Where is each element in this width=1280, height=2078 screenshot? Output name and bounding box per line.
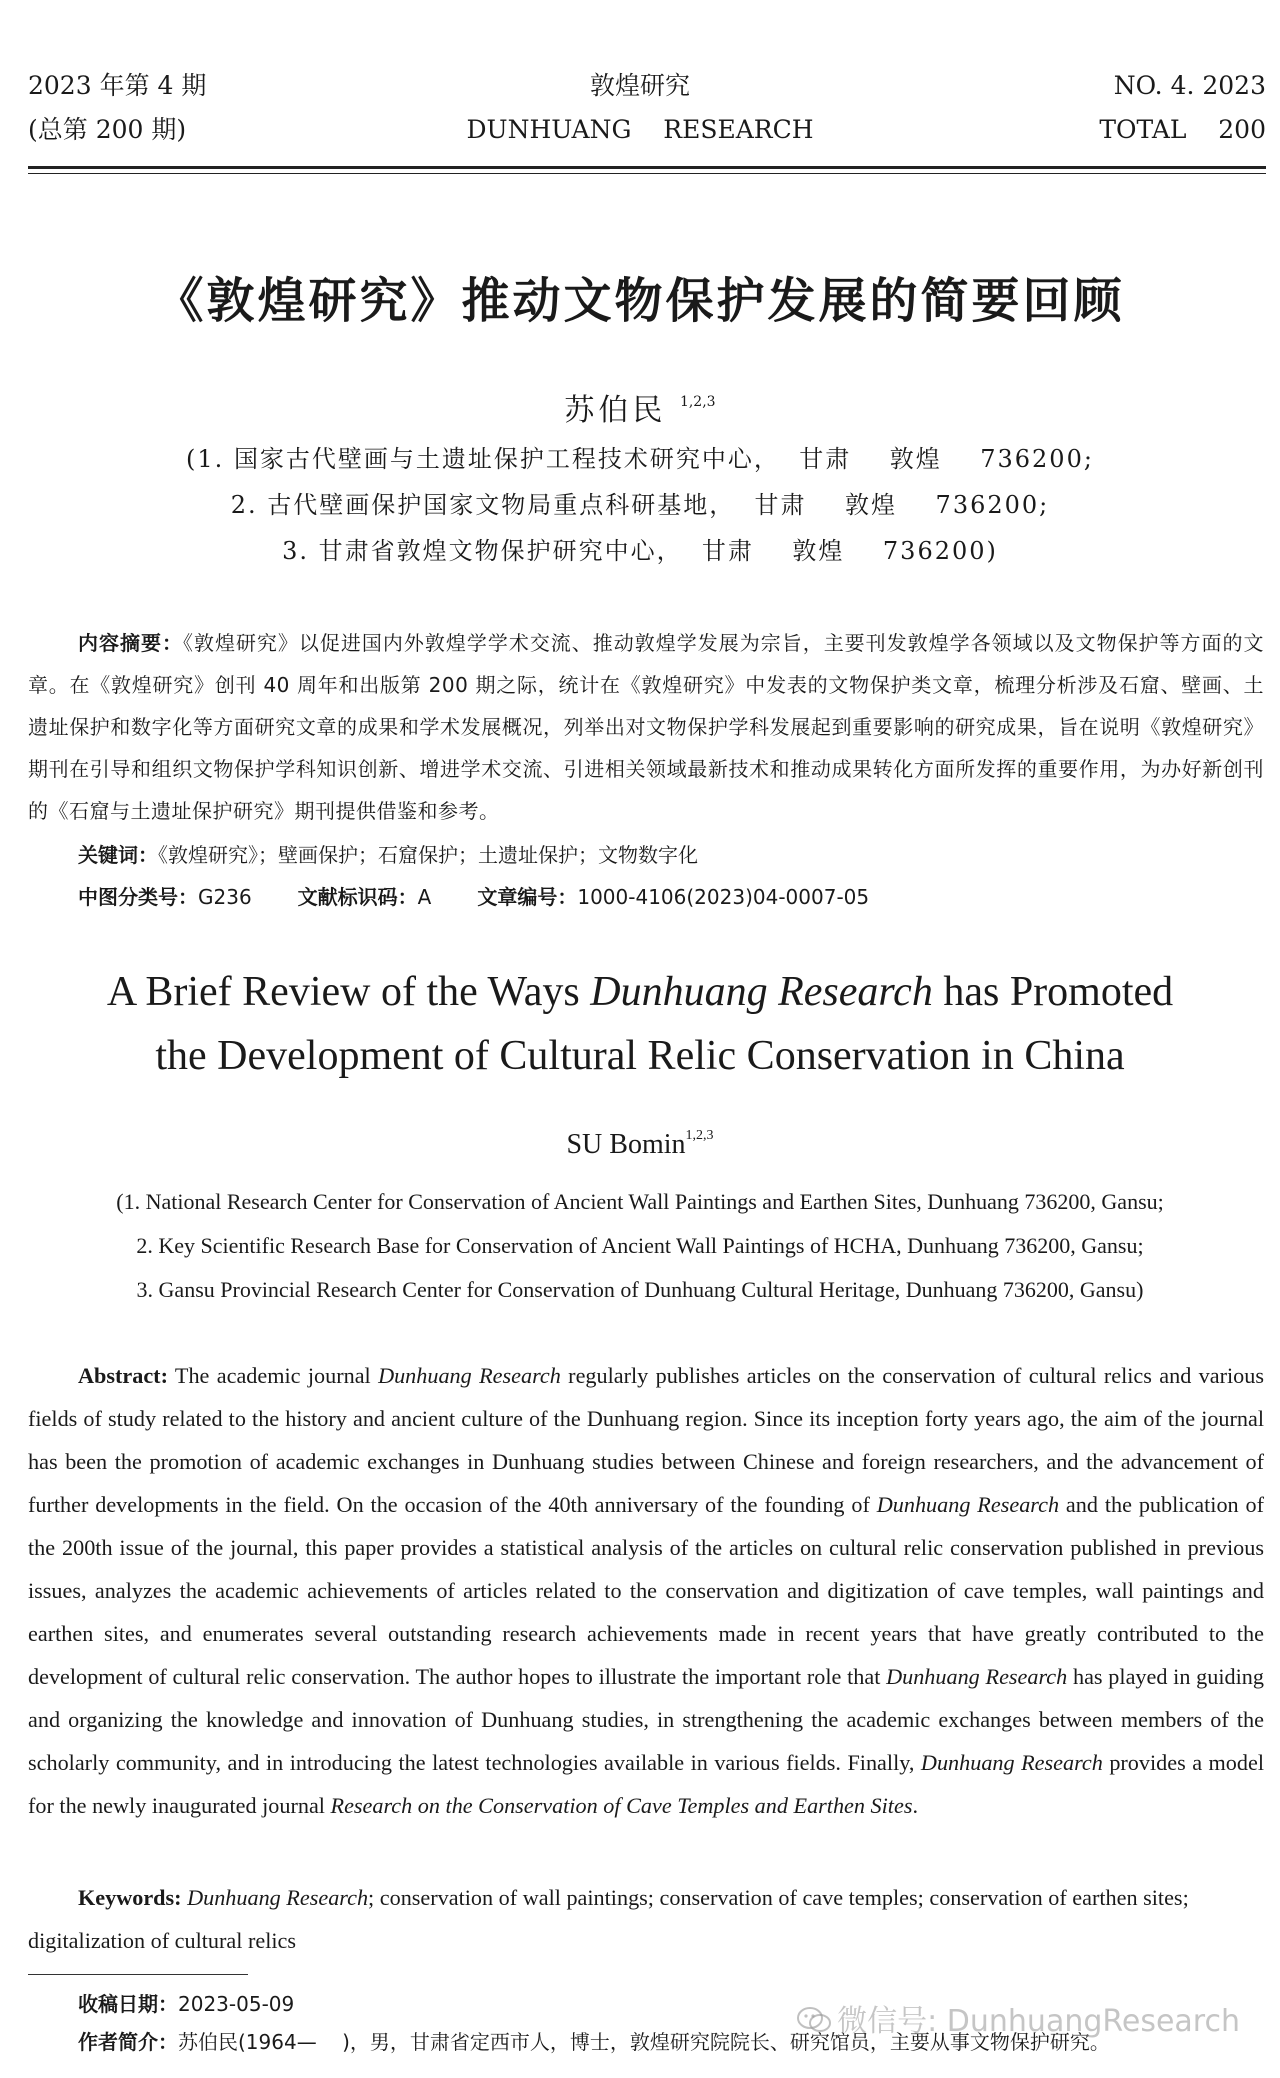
author-en-affiliation-marks: 1,2,3 <box>685 1128 714 1143</box>
author-cn-name: 苏伯民 <box>564 393 667 428</box>
affiliation-cn-1: (1. 国家古代壁画与土遗址保护工程技术研究中心， 甘肃 敦煌 736200; <box>186 445 1094 473</box>
abstract-en-text-1: The academic journal <box>167 1363 379 1388</box>
abstract-en-italic-5: Research on the Conservation of Cave Temples and Earthen Sites <box>330 1793 913 1818</box>
keywords-en-italic: Dunhuang Research <box>187 1885 369 1910</box>
header-journal-name-cn: 敦煌研究 <box>589 71 690 100</box>
author-en <box>0 1128 1280 1161</box>
wechat-watermark <box>797 1996 1240 2040</box>
title-en-journal-name: Dunhuang Research <box>590 969 933 1015</box>
abstract-en <box>28 1354 1264 1827</box>
abstract-en-text-5: provides a model for the newly inaugurated journal <box>28 1750 1264 1818</box>
header-issue-number: 2023 年第 4 期 <box>28 71 207 100</box>
abstract-cn-text: 《敦煌研究》以促进国内外敦煌学学术交流、推动敦煌学发展为宗旨，主要刊发敦煌学各领域以及文物保护等方面的文章。在《敦煌研究》创刊 40 周年和出版第 200 期之际，统计在《敦煌研究》中发表的文物保护类文章，梳理分析涉及石窟、壁画、土遗址保护和数字化等方面研究文章的成果和学术发展概况，列举出对文物保护学科发展起到重要影响的研究成果，旨在说明《敦煌研究》期刊在引导和组织文物保护学科知识创新、增进学术交流、引进相关领域最新技术和推动成果转化方面所发挥的重要作用，为办好新创刊的《石窟与土遗址保护研究》期刊提供借鉴和参考。 <box>28 631 1265 823</box>
received-date-label: 收稿日期： <box>78 1992 178 2016</box>
author-cn <box>0 385 1280 429</box>
doc-code-label: 文献标识码： <box>297 885 418 909</box>
header-rule-thin <box>28 173 1266 174</box>
abstract-en-label: Abstract: <box>78 1363 168 1388</box>
wechat-icon <box>797 2007 831 2033</box>
affiliation-cn-2: 2. 古代壁画保护国家文物局重点科研基地， 甘肃 敦煌 736200; <box>230 491 1050 519</box>
clc-value: G236 <box>198 885 252 909</box>
keywords-cn-label: 关键词： <box>78 843 158 867</box>
author-cn-affiliation-marks: 1,2,3 <box>679 394 716 410</box>
clc-label: 中图分类号： <box>78 885 198 909</box>
affiliation-en-3: 3. Gansu Provincial Research Center for Conservation of Dunhuang Cultural Heritage, Dunhuang 736200, Gansu) <box>136 1277 1144 1302</box>
classification-line <box>78 876 1258 918</box>
article-number-value: 1000-4106(2023)04-0007-05 <box>577 885 870 909</box>
header-total-issue: (总第 200 期) <box>28 115 187 144</box>
received-date-value: 2023-05-09 <box>178 1992 295 2016</box>
title-en-part-2: has Promoted <box>932 969 1174 1015</box>
affiliations-cn <box>0 436 1280 574</box>
title-cn: 《敦煌研究》推动文物保护发展的简要回顾 <box>155 273 1125 329</box>
abstract-en-text-4: has played in guiding and organizing the knowledge and innovation of Dunhuang studies, in strengthening the academic exchanges between members of the scholarly community, and in introducing the latest technologies available in various fields. Finally, <box>28 1664 1264 1775</box>
keywords-en <box>28 1876 1264 1962</box>
title-en-line-2: the Development of Cultural Relic Conservation in China <box>155 1033 1125 1079</box>
abstract-en-text-3: and the publication of the 200th issue of the journal, this paper provides a statistical analysis of the articles on cultural relic conservation published in previous issues, analyzes the academic achievements of articles related to the conservation and digitization of cave temples, wall paintings and earthen sites, and enumerates several outstanding research achievements made in recent years that have greatly contributed to the development of cultural relic conservation. The author hopes to illustrate the important role that <box>28 1492 1264 1689</box>
keywords-en-text: ; conservation of wall paintings; conservation of cave temples; conservation of earthen sites; digitalization of cultural relics <box>28 1885 1189 1953</box>
header-issue-number-en: NO. 4. 2023 <box>1113 71 1266 100</box>
doc-code-value: A <box>417 885 432 909</box>
affiliations-en <box>0 1180 1280 1312</box>
keywords-cn <box>78 834 1258 876</box>
keywords-en-label: Keywords: <box>78 1885 182 1910</box>
affiliation-en-1: (1. National Research Center for Conservation of Ancient Wall Paintings and Earthen Sites, Dunhuang 736200, Gansu; <box>116 1189 1164 1214</box>
abstract-cn <box>28 622 1264 832</box>
title-en-part-1: A Brief Review of the Ways <box>106 969 591 1015</box>
watermark-text: 微信号: DunhuangResearch <box>837 2004 1240 2039</box>
author-bio-label: 作者简介： <box>78 2030 178 2054</box>
title-en-line-1 <box>0 960 1280 1024</box>
footnote-rule <box>28 1974 248 1975</box>
abstract-en-text-6: . <box>912 1793 918 1818</box>
abstract-en-italic-3: Dunhuang Research <box>886 1664 1068 1689</box>
header-journal-name <box>0 64 1280 152</box>
article-number-label: 文章编号： <box>477 885 578 909</box>
abstract-en-italic-1: Dunhuang Research <box>378 1363 561 1388</box>
abstract-en-italic-2: Dunhuang Research <box>876 1492 1060 1517</box>
header-journal-name-en: DUNHUANG RESEARCH <box>466 115 814 144</box>
keywords-cn-text: 《敦煌研究》；壁画保护；石窟保护；土遗址保护；文物数字化 <box>158 843 698 867</box>
title-en <box>0 960 1280 1088</box>
author-en-name: SU Bomin <box>566 1129 686 1160</box>
header-total-en: TOTAL 200 <box>1099 115 1266 144</box>
header-rule-thick <box>28 166 1266 169</box>
abstract-cn-label: 内容摘要： <box>78 631 183 655</box>
author-bio-value: 苏伯民(1964— )，男，甘肃省定西市人，博士，敦煌研究院院长、研究馆员，主要从事文物保护研究。 <box>178 2030 1110 2054</box>
affiliation-cn-3: 3. 甘肃省敦煌文物保护研究中心， 甘肃 敦煌 736200) <box>282 537 998 565</box>
abstract-en-text-2: regularly publishes articles on the conservation of cultural relics and various fields of study related to the history and ancient culture of the Dunhuang region. Since its inception forty years ago, the aim of the journal has been the promotion of academic exchanges in Dunhuang studies between Chinese and foreign researchers, and the advancement of further developments in the field. On the occasion of the 40th anniversary of the founding of <box>28 1363 1264 1517</box>
header-issue-en <box>1099 64 1266 152</box>
affiliation-en-2: 2. Key Scientific Research Base for Conservation of Ancient Wall Paintings of HCHA, Dunhuang 736200, Gansu; <box>136 1233 1144 1258</box>
abstract-en-italic-4: Dunhuang Research <box>920 1750 1103 1775</box>
